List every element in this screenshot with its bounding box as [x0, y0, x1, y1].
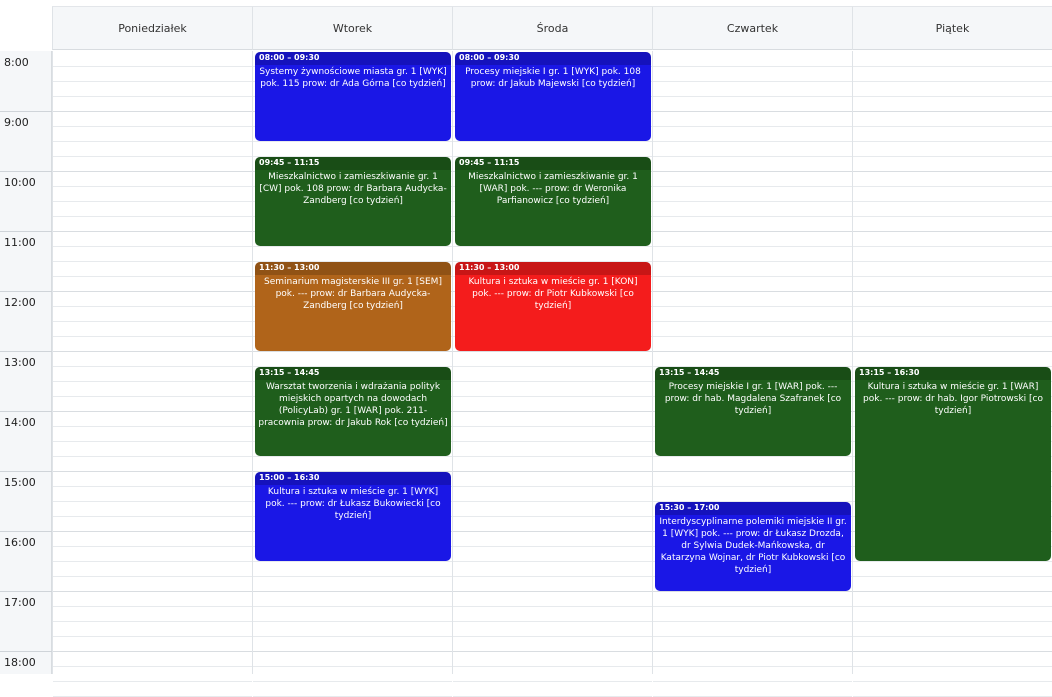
day-header-friday[interactable]: Piątek [852, 6, 1052, 50]
slot-line [653, 261, 852, 262]
hour-label: 8:00 [4, 56, 29, 69]
slot-line [853, 111, 1052, 112]
slot-line [853, 561, 1052, 562]
slot-line [653, 156, 852, 157]
slot-line [653, 306, 852, 307]
hour-divider [0, 651, 52, 652]
slot-line [653, 636, 852, 637]
slot-line [653, 201, 852, 202]
slot-line [453, 141, 652, 142]
slot-line [453, 456, 652, 457]
slot-line [53, 231, 252, 232]
slot-line [853, 231, 1052, 232]
event-time: 09:45 – 11:15 [455, 157, 651, 170]
slot-line [53, 396, 252, 397]
slot-line [53, 621, 252, 622]
slot-line [53, 576, 252, 577]
slot-line [53, 501, 252, 502]
slot-line [653, 666, 852, 667]
slot-line [453, 576, 652, 577]
hour-divider [0, 411, 52, 412]
slot-line [653, 321, 852, 322]
slot-line [453, 666, 652, 667]
slot-line [653, 336, 852, 337]
hour-divider [0, 591, 52, 592]
day-column-thursday[interactable] [652, 51, 852, 674]
slot-line [253, 606, 452, 607]
slot-line [653, 141, 852, 142]
slot-line [453, 621, 652, 622]
slot-line [853, 81, 1052, 82]
slot-line [853, 666, 1052, 667]
slot-line [453, 411, 652, 412]
event-title: Procesy miejskie I gr. 1 [WYK] pok. 108 prow: dr Jakub Majewski [co tydzień] [465, 67, 641, 89]
slot-line [53, 276, 252, 277]
slot-line [53, 321, 252, 322]
event-time: 09:45 – 11:15 [255, 157, 451, 170]
slot-line [853, 651, 1052, 652]
slot-line [53, 651, 252, 652]
slot-line [853, 636, 1052, 637]
calendar-grid [0, 51, 1052, 674]
slot-line [853, 306, 1052, 307]
hour-divider [0, 351, 52, 352]
day-column-monday[interactable] [52, 51, 252, 674]
slot-line [453, 561, 652, 562]
slot-line [453, 531, 652, 532]
slot-line [453, 651, 652, 652]
slot-line [53, 111, 252, 112]
event-time: 13:15 – 14:45 [655, 367, 851, 380]
slot-line [53, 186, 252, 187]
slot-line [53, 531, 252, 532]
slot-line [453, 681, 652, 682]
slot-line [653, 276, 852, 277]
slot-line [53, 351, 252, 352]
day-column-tuesday[interactable] [252, 51, 452, 674]
hour-divider [0, 111, 52, 112]
hour-label: 17:00 [4, 596, 36, 609]
day-header-monday[interactable]: Poniedziałek [52, 6, 252, 50]
slot-line [853, 156, 1052, 157]
slot-line [653, 591, 852, 592]
slot-line [253, 651, 452, 652]
slot-line [453, 396, 652, 397]
hour-divider [0, 231, 52, 232]
slot-line [53, 441, 252, 442]
calendar-header [0, 0, 1052, 51]
time-axis [0, 51, 52, 674]
slot-line [53, 96, 252, 97]
event-block[interactable] [855, 367, 1051, 561]
hour-label: 11:00 [4, 236, 36, 249]
day-header-tuesday[interactable]: Wtorek [252, 6, 452, 50]
event-block[interactable] [255, 262, 451, 351]
hour-label: 12:00 [4, 296, 36, 309]
day-header-thursday[interactable]: Czwartek [652, 6, 852, 50]
slot-line [653, 486, 852, 487]
slot-line [653, 81, 852, 82]
slot-line [453, 606, 652, 607]
slot-line [653, 651, 852, 652]
day-column-friday[interactable] [852, 51, 1052, 674]
slot-line [53, 411, 252, 412]
slot-line [453, 351, 652, 352]
slot-line [853, 171, 1052, 172]
slot-line [53, 156, 252, 157]
event-block[interactable] [255, 367, 451, 456]
slot-line [653, 456, 852, 457]
event-title: Interdyscyplinarne polemiki miejskie II gr. 1 [WYK] pok. --- prow: dr Łukasz Drozda, dr Sylwia Dudek-Mańkowska, dr Katarzyna Wojnar, dr Piotr Kubkowski [co tydzień] [659, 517, 847, 575]
event-title: Mieszkalnictwo i zamieszkiwanie gr. 1 [WAR] pok. --- prow: dr Weronika Parfianowicz [co tydzień] [468, 172, 638, 206]
hour-divider [0, 471, 52, 472]
event-title: Warsztat tworzenia i wdrażania polityk miejskich opartych na dowodach (PolicyLab) gr. 1 [WAR] pok. 211-pracownia prow: dr Jakub Rok [co tydzień] [258, 382, 448, 428]
slot-line [453, 381, 652, 382]
event-block[interactable] [455, 262, 651, 351]
event-block[interactable] [255, 472, 451, 561]
slot-line [853, 276, 1052, 277]
event-block[interactable] [455, 52, 651, 141]
slot-line [253, 636, 452, 637]
slot-line [253, 576, 452, 577]
slot-line [53, 126, 252, 127]
slot-line [653, 471, 852, 472]
slot-line [653, 96, 852, 97]
event-time: 15:30 – 17:00 [655, 502, 851, 515]
hour-label: 13:00 [4, 356, 36, 369]
slot-line [853, 351, 1052, 352]
slot-line [53, 516, 252, 517]
event-time: 13:15 – 16:30 [855, 367, 1051, 380]
event-title: Systemy żywnościowe miasta gr. 1 [WYK] pok. 115 prow: dr Ada Górna [co tydzień] [259, 67, 447, 89]
header-corner [0, 0, 51, 51]
event-block[interactable] [455, 157, 651, 246]
slot-line [53, 171, 252, 172]
slot-line [53, 591, 252, 592]
slot-line [653, 171, 852, 172]
slot-line [853, 591, 1052, 592]
slot-line [53, 546, 252, 547]
event-time: 08:00 – 09:30 [455, 52, 651, 65]
slot-line [653, 621, 852, 622]
event-time: 15:00 – 16:30 [255, 472, 451, 485]
slot-line [653, 186, 852, 187]
slot-line [53, 201, 252, 202]
slot-line [453, 471, 652, 472]
slot-line [653, 351, 852, 352]
slot-line [453, 246, 652, 247]
event-title: Mieszkalnictwo i zamieszkiwanie gr. 1 [CW] pok. 108 prow: dr Barbara Audycka-Zandberg [co tydzień] [259, 172, 447, 206]
slot-line [253, 666, 452, 667]
slot-line [253, 621, 452, 622]
slot-line [453, 516, 652, 517]
slot-line [253, 246, 452, 247]
slot-line [653, 681, 852, 682]
slot-line [53, 66, 252, 67]
slot-line [853, 186, 1052, 187]
slot-line [653, 66, 852, 67]
event-block[interactable] [655, 367, 851, 456]
slot-line [853, 576, 1052, 577]
hour-label: 10:00 [4, 176, 36, 189]
hour-divider [0, 171, 52, 172]
slot-line [453, 426, 652, 427]
slot-line [853, 606, 1052, 607]
hour-divider [0, 531, 52, 532]
slot-line [853, 261, 1052, 262]
slot-line [453, 636, 652, 637]
hour-label: 9:00 [4, 116, 29, 129]
slot-line [453, 366, 652, 367]
event-time: 11:30 – 13:00 [455, 262, 651, 275]
slot-line [53, 681, 252, 682]
slot-line [853, 246, 1052, 247]
slot-line [653, 126, 852, 127]
slot-line [53, 366, 252, 367]
hour-label: 18:00 [4, 656, 36, 669]
slot-line [253, 351, 452, 352]
slot-line [53, 336, 252, 337]
slot-line [653, 216, 852, 217]
slot-line [53, 471, 252, 472]
slot-line [253, 591, 452, 592]
event-block[interactable] [655, 502, 851, 591]
slot-line [253, 456, 452, 457]
slot-line [653, 291, 852, 292]
event-title: Kultura i sztuka w mieście gr. 1 [KON] pok. --- prow: dr Piotr Kubkowski [co tydzień] [468, 277, 638, 311]
event-title: Kultura i sztuka w mieście gr. 1 [WAR] pok. --- prow: dr hab. Igor Piotrowski [co tydzień] [863, 382, 1043, 416]
slot-line [853, 201, 1052, 202]
slot-line [853, 321, 1052, 322]
hour-label: 15:00 [4, 476, 36, 489]
event-time: 08:00 – 09:30 [255, 52, 451, 65]
event-block[interactable] [255, 157, 451, 246]
event-title: Procesy miejskie I gr. 1 [WAR] pok. --- prow: dr hab. Magdalena Szafranek [co tydzień] [664, 382, 842, 416]
slot-line [853, 336, 1052, 337]
slot-line [453, 591, 652, 592]
slot-line [253, 141, 452, 142]
hour-label: 16:00 [4, 536, 36, 549]
slot-line [853, 621, 1052, 622]
slot-line [53, 216, 252, 217]
slot-line [853, 66, 1052, 67]
slot-line [53, 486, 252, 487]
slot-line [53, 306, 252, 307]
event-time: 11:30 – 13:00 [255, 262, 451, 275]
slot-line [53, 666, 252, 667]
slot-line [53, 261, 252, 262]
slot-line [53, 636, 252, 637]
slot-line [53, 381, 252, 382]
slot-line [653, 246, 852, 247]
event-title: Kultura i sztuka w mieście gr. 1 [WYK] pok. --- prow: dr Łukasz Bukowiecki [co tydzień] [265, 487, 441, 521]
slot-line [853, 141, 1052, 142]
slot-line [453, 441, 652, 442]
slot-line [53, 291, 252, 292]
slot-line [853, 126, 1052, 127]
slot-line [653, 111, 852, 112]
slot-line [53, 246, 252, 247]
slot-line [653, 231, 852, 232]
slot-line [253, 561, 452, 562]
slot-line [653, 606, 852, 607]
event-title: Seminarium magisterskie III gr. 1 [SEM] pok. --- prow: dr Barbara Audycka-Zandberg [co tydzień] [264, 277, 442, 311]
slot-line [453, 486, 652, 487]
slot-line [853, 96, 1052, 97]
slot-line [53, 426, 252, 427]
event-time: 13:15 – 14:45 [255, 367, 451, 380]
day-header-wednesday[interactable]: Środa [452, 6, 652, 50]
slot-line [53, 141, 252, 142]
slot-line [53, 561, 252, 562]
slot-line [853, 291, 1052, 292]
slot-line [53, 606, 252, 607]
slot-line [853, 681, 1052, 682]
slot-line [853, 216, 1052, 217]
slot-line [453, 501, 652, 502]
hour-divider [0, 291, 52, 292]
day-column-wednesday[interactable] [452, 51, 652, 674]
hour-label: 14:00 [4, 416, 36, 429]
event-block[interactable] [255, 52, 451, 141]
slot-line [453, 546, 652, 547]
slot-line [53, 456, 252, 457]
slot-line [53, 81, 252, 82]
slot-line [253, 681, 452, 682]
